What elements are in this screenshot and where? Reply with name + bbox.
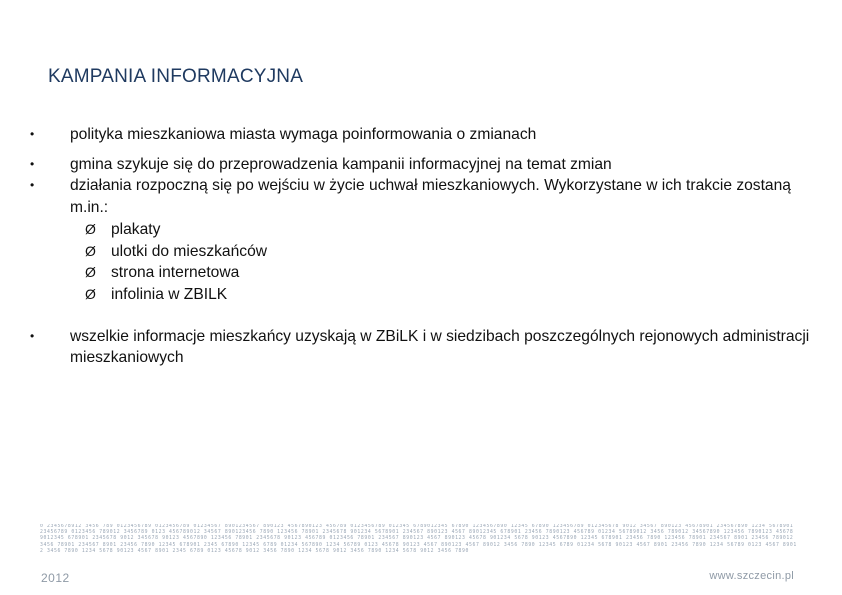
sub-item: Ø infolinia w ZBILK — [85, 284, 816, 306]
arrow-marker-icon: Ø — [85, 220, 96, 237]
sub-item: Ø strona internetowa — [85, 262, 816, 284]
bullet-item: • polityka mieszkaniowa miasta wymaga poinformowania o zmianach — [26, 124, 816, 146]
bullet-item — [26, 175, 816, 305]
sub-item: Ø plakaty — [85, 219, 816, 241]
bullet-item: • wszelkie informacje mieszkańcy uzyskają w ZBiLK i w siedzibach poszczególnych rejonowych administracji mieszkaniowych — [26, 326, 816, 369]
arrow-marker-icon: Ø — [85, 264, 96, 281]
arrow-marker-icon: Ø — [85, 242, 96, 259]
slide-title: KAMPANIA INFORMACYJNA — [48, 66, 304, 87]
footer-year: 2012 — [41, 571, 70, 585]
decorative-number-band: 0 2345678912 3456 789 0123456789 0123456789 01234567 8901234567 890123 4567890123 456789 0123456789 012345 6789012345 67890 1234567890 12345 67890 123456789 012345678 9012 34567 890123 45678901 234567890 1234 5678901 23456789 0123456 789012 3456789 0123 456789012 34567 890123456 7890 123456 78901 2345678 901234 5678901 234567 890123 4567 89012345 678901 23456 7890123 456789 01234 56789012 3456 789012 34567890 123456 7890123 45678 9012345 678901 2345678 9012 345678 90123 4567890 123456 78901 2345678 90123 456789 0123456 78901 234567 890123 4567 890123 45678 901234 5678 90123 4567890 12345 678901 23456 7890 123456 78901 234567 8901 23456 789012 3456 78901 234567 8901 23456 7890 12345 678901 2345 67890 12345 6789 01234 567890 1234 56789 0123 45678 90123 4567 890123 4567 89012 3456 7890 12345 6789 01234 5678 90123 4567 8901 23456 7890 1234 56789 0123 4567 89012 3456 7890 1234 5678 90123 4567 8901 2345 6789 0123 45678 9012 3456 7890 1234 5678 9012 3456 7890 1234 5678 9012 3456 7890 — [40, 524, 797, 554]
footer-website: www.szczecin.pl — [709, 570, 794, 582]
bullet-item: • gmina szykuje się do przeprowadzenia kampanii informacyjnej na temat zmian — [26, 154, 816, 176]
sub-item: Ø ulotki do mieszkańców — [85, 241, 816, 263]
arrow-marker-icon: Ø — [85, 285, 96, 302]
bullet-text: działania rozpoczną się po wejściu w życie uchwał mieszkaniowych. Wykorzystane w ich trakcie zostaną m.in.: — [70, 177, 791, 217]
sub-list — [70, 219, 816, 306]
bullet-list — [26, 124, 816, 369]
